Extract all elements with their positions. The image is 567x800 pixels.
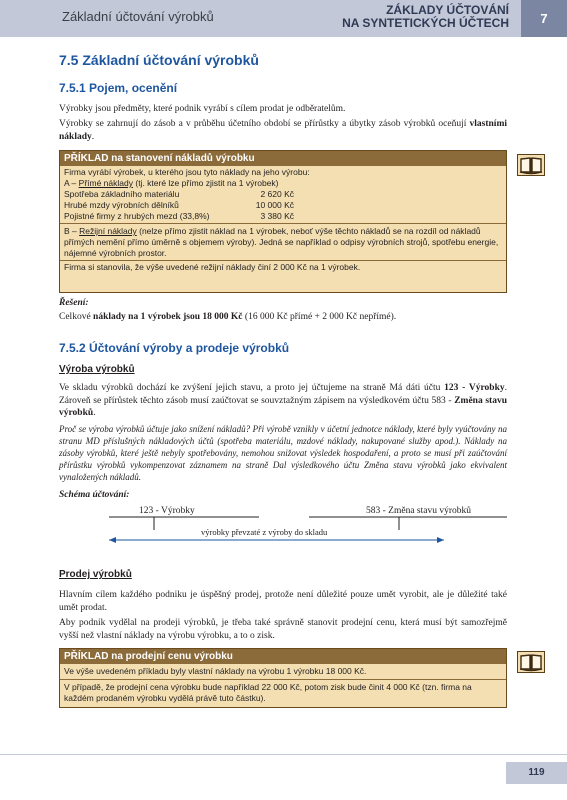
example-box-price-body (60, 664, 506, 706)
example-intro: Firma vyrábí výrobek, u kterého jsou tyto náklady na jeho výrobu: (64, 167, 310, 177)
direct-costs-heading (64, 178, 502, 189)
footer-divider (0, 754, 567, 755)
example-box-costs-body (60, 166, 506, 274)
book-icon (517, 154, 545, 176)
solution-text-a: Celkové (59, 312, 94, 322)
paragraph-production-a: Ve skladu výrobků dochází ke zvýšení jejich stavu, a proto jej účtujeme na straně Má dáti účtu (59, 383, 445, 393)
example-box-costs-title: PŘÍKLAD na stanovení nákladů výrobku (60, 151, 506, 166)
account-123-bold: 123 - Výrobky (444, 383, 505, 393)
paragraph-production (59, 382, 507, 420)
cost-line (64, 189, 502, 200)
header-chapter-title (342, 4, 509, 30)
example-price-line2: V případě, že prodejní cena výrobku bude například 22 000 Kč, potom zisk bude činit 4 000 Kč (tzn. firma na každém prodaném výrobku vydělá právě tuto částku). (64, 682, 472, 703)
direct-costs-label: Přímé náklady (78, 178, 133, 188)
solution-text-c: (16 000 Kč přímé + 2 000 Kč nepřímé). (242, 312, 397, 322)
direct-costs-prefix: A – (64, 178, 79, 188)
page-number: 119 (506, 762, 567, 784)
cost-line-amount: 3 380 Kč (260, 211, 294, 221)
direct-costs-note: (tj. které lze přímo zjistit na 1 výrobek) (133, 178, 279, 188)
account-583-bold: Změna stavu výrobků (59, 395, 507, 418)
running-header (0, 0, 567, 37)
paragraph-valuation-text-a: Výrobky se zahrnují do zásob a v průběhu účetního období se přírůstky a úbytky zásob výrobků oceňují (59, 119, 470, 129)
solution-label: Řešení: (59, 298, 89, 308)
overhead-prefix: B – (64, 226, 80, 236)
paragraph-sales-1: Hlavním cílem každého podniku je úspěšný prodej, protože není důležité pouze umět vyrobit, ale je důležité také umět prodat. (59, 590, 507, 613)
accounting-schema (59, 506, 507, 556)
cost-line (64, 200, 502, 211)
solution-text-bold: náklady na 1 výrobek jsou 18 000 Kč (93, 312, 243, 322)
example-box-costs (59, 150, 507, 293)
header-left-title: Základní účtování výrobků (62, 9, 214, 24)
subsection-heading-2: 7.5.2 Účtování výroby a prodeje výrobků (59, 341, 290, 355)
example-closing: Firma si stanovila, že výše uvedené režijní náklady činí 2 000 Kč na 1 výrobek. (64, 262, 361, 272)
paragraph-valuation-text-c: . (91, 131, 95, 142)
paragraph-definition: Výrobky jsou předměty, které podnik vyrábí s cílem prodat je odběratelům. (59, 104, 346, 114)
cost-line (64, 211, 502, 222)
paragraph-explanation: Proč se výroba výrobků účtuje jako snížení nákladů? Při výrobě vznikly v účetní jednotce náklady, které byly vyúčtovány na stranu MD příslušných nákladových účtů (spotřeba materiálu, mzdové náklady, nakupované služby apod.). Náklady na zásoby výrobků, které ještě nebyly spotřebovány, nemohou snižovat výsledek hospodaření, a proto se musí při zaúčtování přírůstku výrobků vykompenzovat záznamem na straně Dal výsledkového účtu Změna stavu výrobků jako ekvivalent vynaložených nákladů. (59, 424, 507, 482)
header-chapter-title-line2: NA SYNTETICKÝCH ÚČTECH (342, 16, 509, 30)
subsection-heading-1: 7.5.1 Pojem, ocenění (59, 81, 178, 95)
overhead-label: Režijní náklady (79, 226, 137, 236)
account-right-label: 583 - Změna stavu výrobků (366, 506, 472, 516)
example-box-price (59, 648, 507, 708)
account-left-label: 123 - Výrobky (139, 506, 195, 516)
book-icon (517, 651, 545, 673)
header-chapter-title-line1: ZÁKLADY ÚČTOVÁNÍ (386, 3, 509, 17)
cost-line-label: Pojistné firmy z hrubých mezd (33,8%) (64, 211, 210, 221)
example-cost-direct-section (60, 166, 506, 224)
paragraph-production-c: . Zároveň se přírůstek těchto zásob musí zaúčtovat se souvztažným zápisem na výsledkovém účtu 583 - (59, 383, 508, 406)
paragraph-production-e: . (93, 408, 96, 418)
arrow-label: výrobky převzaté z výroby do skladu (201, 527, 328, 537)
solution-text (59, 311, 507, 324)
section-heading: 7.5 Základní účtování výrobků (59, 52, 259, 68)
overhead-text: (nelze přímo zjistit náklad na 1 výrobek, neboť výše těchto nákladů se na rozdíl od nákladů přímých nemění přímo úměrně s objemem výroby). Jedná se například o odpisy výrobních strojů, spotřebu energie, nájemné výrobních prostor. (64, 226, 499, 258)
chapter-number: 7 (521, 0, 567, 37)
paragraph-sales-2: Aby podnik vydělal na prodeji výrobků, je třeba také správně stanovit prodejní cenu, která musí být samozřejmě vyšší než vlastní náklady na výrobu výrobku, a to o zisk. (59, 618, 507, 641)
schema-label: Schéma účtování: (59, 490, 130, 500)
cost-line-amount: 10 000 Kč (255, 200, 294, 210)
sales-heading: Prodej výrobků (59, 569, 132, 580)
example-price-line1: Ve výše uvedeném příkladu byly vlastní náklady na výrobu 1 výrobku 18 000 Kč. (60, 664, 506, 680)
example-box-price-title: PŘÍKLAD na prodejní cenu výrobku (60, 649, 506, 664)
cost-line-amount: 2 620 Kč (260, 189, 294, 199)
production-heading: Výroba výrobků (59, 364, 135, 375)
paragraph-valuation-bold: vlastními náklady (59, 119, 507, 142)
cost-line-label: Hrubé mzdy výrobních dělníků (64, 200, 179, 210)
paragraph-valuation (59, 118, 507, 143)
example-overhead-section (60, 224, 506, 261)
cost-line-label: Spotřeba základního materiálu (64, 189, 180, 199)
